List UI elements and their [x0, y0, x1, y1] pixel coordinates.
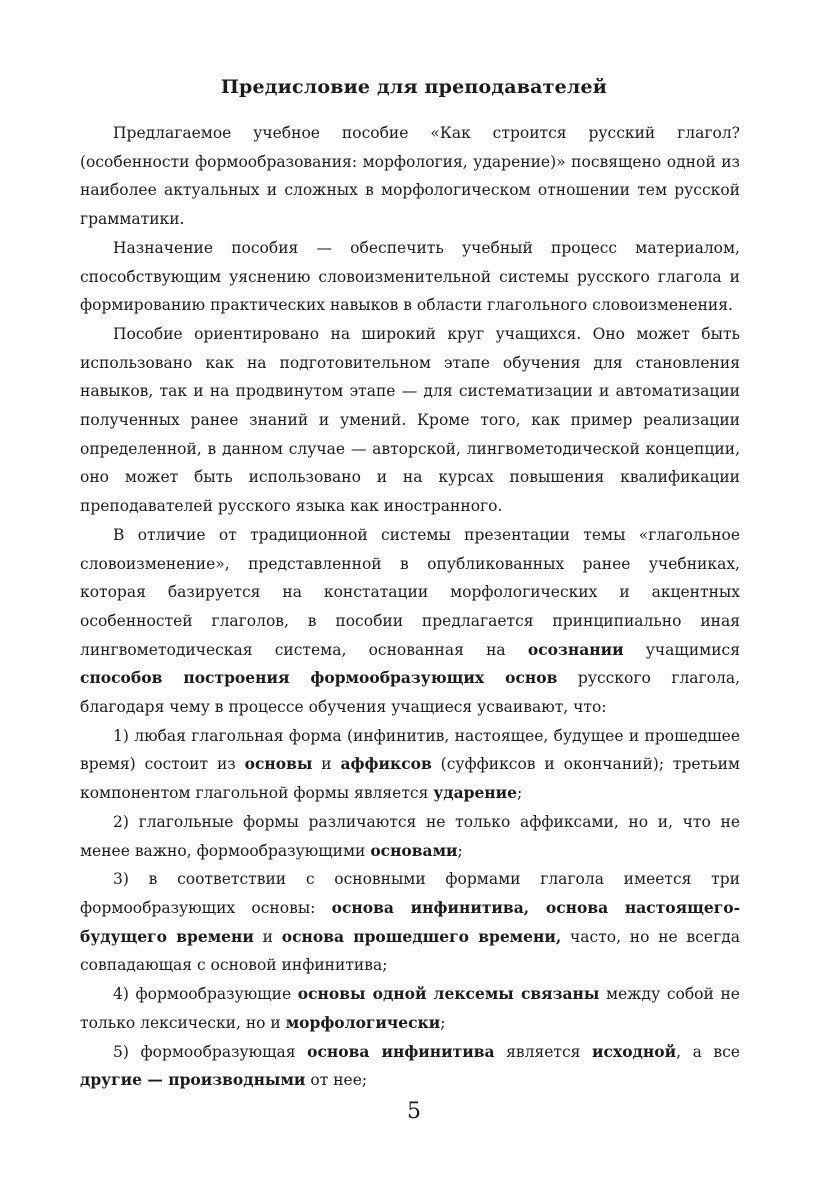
- list-item-1-bold: ударение: [433, 783, 518, 803]
- list-item-4-bold: основы одной лексемы связаны: [297, 984, 600, 1004]
- paragraph-2: [80, 234, 740, 320]
- paragraph-4: [80, 521, 740, 722]
- list-item-5-text: 5) формообразующая: [113, 1042, 308, 1061]
- list-item-4-bold: морфологически: [285, 1012, 441, 1032]
- list-item-4-text: ;: [440, 1013, 446, 1032]
- list-item-5-bold: другие — производными: [80, 1070, 306, 1090]
- paragraph-1-text: Предлагаемое учебное пособие «Как строится русский глагол? (особенности формообразования: морфология, ударение)» посвящено одной из наиболее актуальных и сложных в морфологическом отношении тем русской грамматики.: [80, 124, 740, 229]
- paragraph-1: [80, 119, 740, 234]
- list-item-1-bold: аффиксов: [340, 754, 432, 774]
- page-title: Предисловие для преподавателей: [220, 76, 608, 98]
- paragraph-4-bold: способов построения формообразующих основ: [80, 668, 558, 688]
- paragraph-2-text: Назначение пособия — обеспечить учебный процесс материалом, способствующим уяснению словоизменительной системы русского глагола и формированию практических навыков в области глагольного словоизменения.: [80, 238, 740, 315]
- list-item-3: [80, 865, 740, 980]
- list-item-3-text: часто, но не всегда совпадающая с основой инфинитива;: [80, 927, 740, 975]
- list-item-2: [80, 808, 740, 865]
- list-item-2-bold: основами: [370, 840, 458, 860]
- paragraph-4-text: учащимися: [623, 640, 741, 659]
- list-item-1-text: (суффиксов и окончаний); третьим компонентом глагольной формы является: [80, 755, 740, 803]
- list-item-5-text: , а все: [676, 1042, 740, 1061]
- list-item-2-text: 2) глагольные формы различаются не только аффиксами, но и, что не менее важно, формообразующими: [80, 812, 740, 860]
- list-item-5-bold: основа инфинитива: [307, 1041, 495, 1061]
- list-item-1-text: ;: [517, 784, 523, 803]
- list-item-3-bold: основа прошедшего времени,: [281, 926, 562, 946]
- list-item-5-text: является: [494, 1042, 593, 1061]
- body-text: [80, 119, 740, 1095]
- list-item-1-bold: основы: [244, 754, 313, 774]
- paragraph-4-text: русского глагола, благодаря чему в процессе обучения учащиеся усваивают, что:: [80, 669, 740, 717]
- paragraph-4-bold: осознании: [527, 639, 624, 659]
- paragraph-3-text: Пособие ориентировано на широкий круг учащихся. Оно может быть использовано как на подготовительном этапе обучения для становления навыков, так и на продвинутом этапе — для систематизации и автоматизации полученных ранее знаний и умений. Кроме того, как пример реализации определенной, в данном случае — авторской, лингвометодической концепции, оно может быть использовано и на курсах повышения квалификации преподавателей русского языка как иностранного.: [80, 324, 740, 516]
- list-item-3-text: 3) в соответствии с основными формами глагола имеется три формообразующих основы:: [80, 870, 740, 917]
- list-item-1-text: 1) любая глагольная форма (инфинитив, настоящее, будущее и прошедшее время) состоит из: [80, 726, 740, 774]
- paragraph-3: [80, 320, 740, 521]
- list-item-4-text: между собой не только лексически, но и: [80, 985, 740, 1032]
- list-item-4: [80, 980, 740, 1037]
- list-item-1: [80, 722, 740, 808]
- list-item-4-text: 4) формообразующие: [113, 985, 298, 1004]
- list-item-2-text: ;: [457, 841, 463, 860]
- list-item-5-bold: исходной: [592, 1041, 677, 1061]
- paragraph-4-text: В отличие от традиционной системы презентации темы «глагольное словоизменение», представленной в опубликованных ранее учебниках, которая базируется на констатации морфологических и акцентных особенностей глаголов, в пособии предлагается принципиально иная лингвометодическая система, основанная на: [80, 525, 740, 659]
- list-item-5-text: от нее;: [305, 1071, 368, 1090]
- list-item-3-text: и: [253, 927, 282, 946]
- page-number: 5: [407, 1099, 421, 1124]
- list-item-5: [80, 1038, 740, 1095]
- list-item-3-bold: основа инфинитива, основа настоящего-будущего времени: [80, 897, 741, 946]
- list-item-1-text: и: [312, 755, 341, 774]
